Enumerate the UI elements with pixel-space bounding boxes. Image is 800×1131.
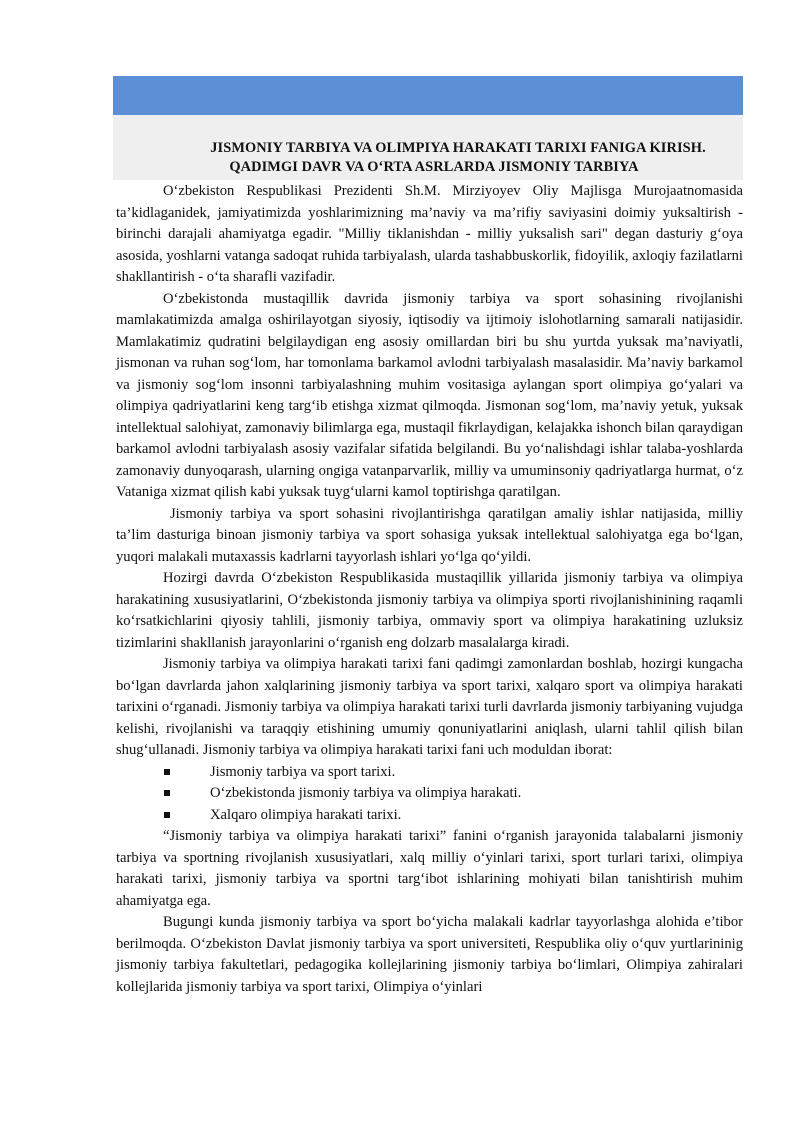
paragraph: O‘zbekiston Respublikasi Prezidenti Sh.M. Mirziyoyev Oliy Majlisga Murojaatnomasida ta’kidlaganidek, jamiyatimizda yoshlarimizning ma’naviy va ma’rifiy saviyasini doimiy yuksaltirish - birinchi darajali ahamiyatga egadir. "Milliy tiklanishdan - milliy yuksalish sari" degan dasturiy g‘oya asosida, yoshlarni vatanga sadoqat ruhida tarbiyalash, ularda tashabbuskorlik, fidoyilik, axloqiy fazilatlarni shakllantirish - o‘ta sharafli vazifadir. [116, 183, 743, 285]
module-list [116, 762, 743, 827]
paragraph: Jismoniy tarbiya va sport sohasini rivojlantirishga qaratilgan amaliy ishlar natijasida, milliy ta’lim dasturiga binoan jismoniy tarbiya va sport sohasiga yuksak intellektual salohiyatga ega bo‘lgan, yuqori malakali mutaxassis kadrlarni tayyorlash ishlari yo‘lga qo‘yildi. [116, 505, 743, 565]
list-item [116, 805, 743, 827]
list-item-text: O‘zbekistonda jismoniy tarbiya va olimpiya harakati. [210, 785, 522, 801]
title-line-1: JISMONIY TARBIYA VA OLIMPIYA HARAKATI TARIXI FANIGA KIRISH. [210, 140, 706, 156]
document-body [116, 181, 743, 998]
title-line-2: QADIMGI DAVR VA O‘RTA ASRLARDA JISMONIY TARBIYA [229, 159, 639, 175]
list-item [116, 783, 743, 805]
paragraph: “Jismoniy tarbiya va olimpiya harakati tarixi” fanini o‘rganish jarayonida talabalarni jismoniy tarbiya va sportning rivojlanish xususiyatlari, xalq milliy o‘yinlari tarixi, sport turlari tarixi, olimpiya harakati tarixi, jismoniy tarbiya va sportni targ‘ibot ishlarining mohiyati bilan tanishtirish muhim ahamiyatga ega. [116, 828, 743, 909]
paragraph: O‘zbekistonda mustaqillik davrida jismoniy tarbiya va sport sohasining rivojlanishi mamlakatimizda amalga oshirilayotgan siyosiy, iqtisodiy va ijtimoiy islohotlarning samarali natijasidir. Mamlakatimiz qudratini belgilaydigan eng asosiy omillardan biri bu shu yurtda yuksak ma’naviyatli, jismonan va ruhan sog‘lom, har tomonlama barkamol avlodni tarbiyalash masalasidir. Ma’naviy barkamol va jismoniy sog‘lom insonni tarbiyalashning muhim vositasiga aylangan sport olimpiya go‘yalari va olimpiya qadriyatlarini keng targ‘ib etishga xizmat qilmoqda. Jismonan sog‘lom, ma’naviy yetuk, yuksak intellektual salohiyat, zamonaviy bilimlarga ega, mustaqil fikrlaydigan, kelajakka ishonch bilan qaraydigan barkamol avlodni tarbiyalash asosiy vazifalar sifatida belgilandi. Bu yo‘nalishdagi ishlar talaba-yoshlarda zamonaviy dunyoqarash, ularning ongiga vatanparvarlik, milliy va umuminsoniy qadriyatlarga hurmat, o‘z Vataniga xizmat qilish kabi yuksak tuyg‘ularni kamol toptirishga qaratilgan. [116, 290, 743, 500]
bullet-icon [164, 812, 170, 818]
list-item [116, 762, 743, 784]
header-banner [113, 76, 743, 115]
bullet-icon [164, 769, 170, 775]
bullet-icon [164, 790, 170, 796]
document-title [113, 139, 743, 177]
paragraph: Jismoniy tarbiya va olimpiya harakati tarixi fani qadimgi zamonlardan boshlab, hozirgi kungacha bo‘lgan davrlarda jahon xalqlarining jismoniy tarbiya va sport tarixi, xalqaro sport va olimpiya harakati tarixini o‘rganadi. Jismoniy tarbiya va olimpiya harakati tarixi turli davrlarda jismoniy tarbiyaning vujudga kelishi, rivojlanishi va taraqqiy etishining umumiy qonuniyatlarini aniqlash, ularni tahlil qilish bilan shug‘ullanadi. Jismoniy tarbiya va olimpiya harakati tarixi fani uch moduldan iborat: [116, 656, 743, 758]
list-item-text: Jismoniy tarbiya va sport tarixi. [210, 763, 396, 780]
paragraph: Bugungi kunda jismoniy tarbiya va sport bo‘yicha malakali kadrlar tayyorlashga alohida e’tibor berilmoqda. O‘zbekiston Davlat jismoniy tarbiya va sport universiteti, Respublika oliy o‘quv yurtlarininig jismoniy tarbiya fakultetlari, pedagogika kollejlarining jismoniy tarbiya bo‘limlari, Olimpiya zahiralari kollejlarida jismoniy tarbiya va sport tarixi, Olimpiya o‘yinlari [116, 914, 743, 995]
list-item-text: Xalqaro olimpiya harakati tarixi. [210, 806, 402, 823]
paragraph: Hozirgi davrda O‘zbekiston Respublikasida mustaqillik yillarida jismoniy tarbiya va olimpiya harakatining xususiyatlarini, O‘zbekistonda jismoniy tarbiya va olimpiya sporti rivojlanishinining raqamli ko‘rsatkichlarini qiyosiy tahlili, jismoniy tarbiya, ommaviy sport va olimpiya harakatining uzluksiz tizimlarini shakllanish jarayonlarini o‘rganish eng dolzarb masalalarga kiradi. [116, 570, 743, 651]
